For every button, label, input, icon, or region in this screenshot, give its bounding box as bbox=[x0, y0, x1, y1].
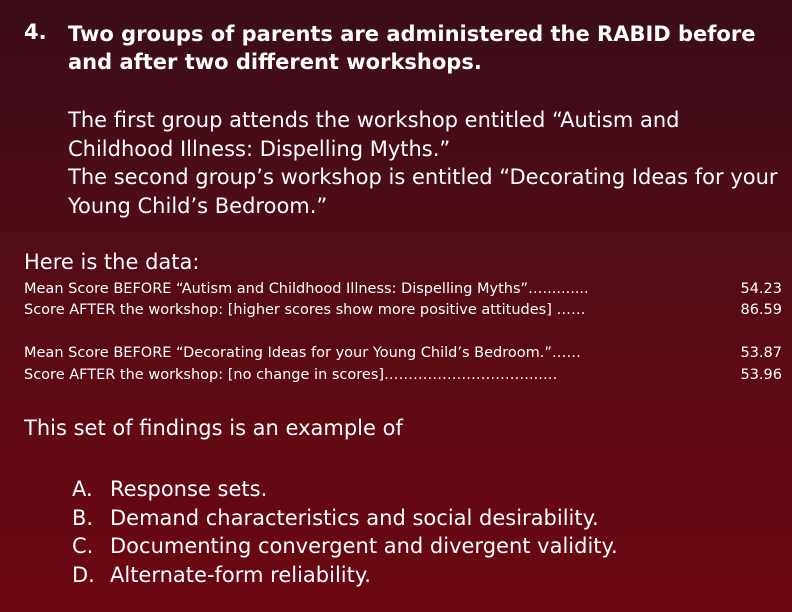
question-number: 4. bbox=[24, 20, 47, 44]
option-letter-d: D. bbox=[72, 563, 95, 587]
data-row-value: 86.59 bbox=[740, 302, 782, 318]
description-line: Young Child’s Bedroom.” bbox=[68, 193, 328, 218]
question-line-1: Two groups of parents are administered the RABID before bbox=[68, 22, 756, 46]
data-row-label: Mean Score BEFORE “Autism and Childhood Illness: Dispelling Myths”….......... bbox=[24, 281, 589, 297]
option-text-b: Demand characteristics and social desirability. bbox=[110, 506, 599, 530]
question-text bbox=[68, 20, 755, 76]
option-text-c: Documenting convergent and divergent validity. bbox=[110, 534, 618, 558]
data-row-label: Score AFTER the workshop: [no change in scores]…………………………...… bbox=[24, 367, 558, 383]
data-row-value: 53.96 bbox=[740, 367, 782, 383]
data-row-label: Mean Score BEFORE “Decorating Ideas for your Young Child’s Bedroom.”…… bbox=[24, 345, 581, 361]
data-row-value: 54.23 bbox=[740, 281, 782, 297]
data-intro: Here is the data: bbox=[24, 250, 200, 274]
option-text-d: Alternate-form reliability. bbox=[110, 563, 371, 587]
workshop-description bbox=[68, 106, 778, 220]
option-letter-c: C. bbox=[72, 534, 94, 558]
description-line: The second group’s workshop is entitled “Decorating Ideas for your bbox=[68, 165, 778, 189]
data-row-label: Score AFTER the workshop: [higher scores show more positive attitudes] …… bbox=[24, 302, 586, 318]
question-prompt: This set of findings is an example of bbox=[24, 416, 403, 440]
option-letter-a: A. bbox=[72, 477, 93, 501]
option-text-a: Response sets. bbox=[110, 477, 268, 501]
question-line-2: and after two different workshops. bbox=[68, 50, 482, 74]
data-row-value: 53.87 bbox=[740, 345, 782, 361]
description-line: Childhood Illness: Dispelling Myths.” bbox=[68, 136, 451, 161]
option-letter-b: B. bbox=[72, 506, 94, 530]
description-line: The first group attends the workshop entitled “Autism and bbox=[68, 108, 680, 132]
